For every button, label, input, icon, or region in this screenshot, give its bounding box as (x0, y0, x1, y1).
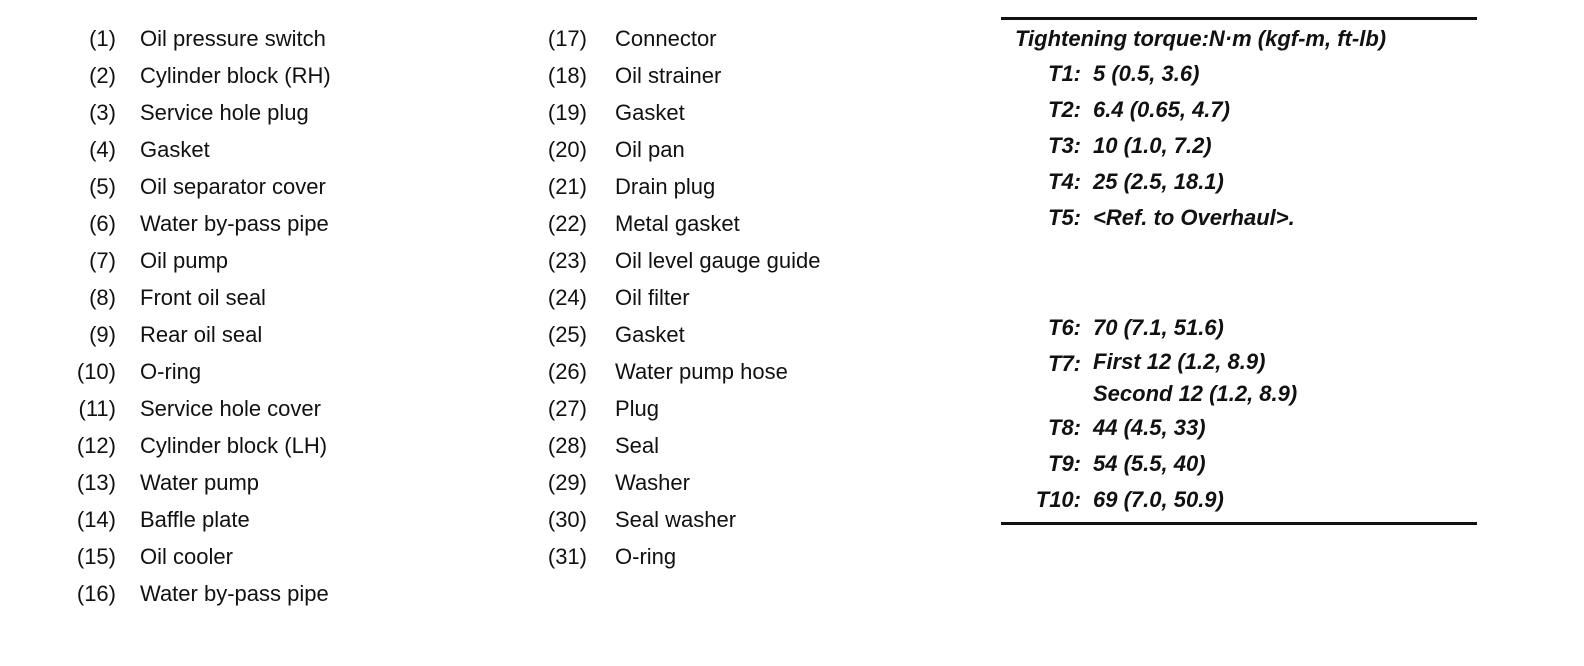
list-item (66, 131, 210, 168)
torque-label: T2: (1048, 97, 1081, 122)
list-item (66, 575, 329, 612)
torque-row (1001, 200, 1477, 236)
part-number: (27) (547, 396, 587, 421)
part-name: Washer (615, 470, 690, 495)
part-name: Oil pump (140, 248, 229, 273)
torque-label: T6: (1048, 315, 1081, 340)
part-name: Water by-pass pipe (140, 581, 329, 606)
list-item (541, 94, 685, 131)
torque-value: 10 (1.0, 7.2) (1093, 133, 1212, 158)
torque-label: T10: (1035, 487, 1081, 512)
part-name: Oil separator cover (140, 174, 326, 199)
part-name: Gasket (140, 137, 210, 162)
part-name: Oil filter (615, 285, 690, 310)
torque-value: <Ref. to Overhaul>. (1093, 205, 1295, 230)
torque-label: T7: (1048, 351, 1081, 376)
torque-value: 70 (7.1, 51.6) (1093, 315, 1224, 340)
torque-value: 25 (2.5, 18.1) (1093, 169, 1224, 194)
part-name: Front oil seal (140, 285, 266, 310)
part-number: (12) (76, 433, 116, 458)
torque-value-line-2: Second 12 (1.2, 8.9) (1093, 381, 1298, 406)
list-item (541, 279, 690, 316)
torque-row (1001, 310, 1477, 346)
part-name: Seal washer (615, 507, 737, 532)
part-number: (25) (547, 322, 587, 347)
part-name: Cylinder block (LH) (140, 433, 328, 458)
list-item (66, 501, 250, 538)
parts-list-middle (541, 20, 821, 575)
part-number: (15) (76, 544, 116, 569)
list-item (66, 538, 233, 575)
part-number: (19) (547, 100, 587, 125)
list-item (541, 501, 737, 538)
part-name: Gasket (615, 322, 685, 347)
part-number: (18) (547, 63, 587, 88)
torque-value-line-1: First 12 (1.2, 8.9) (1093, 349, 1266, 374)
part-name: Cylinder block (RH) (140, 63, 331, 88)
part-name: Plug (615, 396, 660, 421)
part-name: Seal (615, 433, 660, 458)
part-number: (20) (547, 137, 587, 162)
list-item (541, 205, 740, 242)
part-name: Service hole plug (140, 100, 309, 125)
part-number: (26) (547, 359, 587, 384)
list-item (66, 168, 326, 205)
torque-value: 44 (4.5, 33) (1093, 415, 1206, 440)
part-name: Connector (615, 26, 717, 51)
torque-row (1001, 92, 1477, 128)
torque-label: T8: (1048, 415, 1081, 440)
torque-label: T9: (1048, 451, 1081, 476)
part-number: (17) (547, 26, 587, 51)
parts-list-left (66, 20, 331, 612)
part-number: (29) (547, 470, 587, 495)
torque-row (1001, 128, 1477, 164)
torque-label: T3: (1048, 133, 1081, 158)
part-number: (3) (89, 100, 116, 125)
part-number: (9) (89, 322, 116, 347)
part-name: Water pump (140, 470, 260, 495)
part-number: (13) (76, 470, 116, 495)
part-name: Rear oil seal (140, 322, 263, 347)
part-number: (31) (547, 544, 587, 569)
part-number: (24) (547, 285, 587, 310)
part-number: (21) (547, 174, 587, 199)
torque-value: 5 (0.5, 3.6) (1093, 61, 1200, 86)
part-number: (11) (78, 396, 116, 421)
list-item (66, 353, 202, 390)
torque-row (1001, 482, 1477, 518)
tightening-torque-table (1001, 17, 1477, 525)
list-item (541, 20, 717, 57)
torque-value: 54 (5.5, 40) (1093, 451, 1206, 476)
torque-label: T4: (1048, 169, 1081, 194)
part-number: (4) (89, 137, 116, 162)
list-item (66, 279, 266, 316)
part-name: O-ring (615, 544, 677, 569)
torque-row (1001, 446, 1477, 482)
part-name: Oil pressure switch (140, 26, 326, 51)
part-number: (2) (89, 63, 116, 88)
part-name: Oil strainer (615, 63, 722, 88)
torque-row (1001, 56, 1477, 92)
list-item (66, 205, 329, 242)
part-number: (8) (89, 285, 116, 310)
list-item (541, 316, 685, 353)
list-item (541, 242, 821, 279)
part-number: (22) (547, 211, 587, 236)
list-item (66, 94, 309, 131)
part-number: (6) (89, 211, 116, 236)
list-item (66, 390, 321, 427)
spacer (1001, 236, 1477, 310)
part-name: Water pump hose (615, 359, 788, 384)
part-number: (1) (89, 26, 116, 51)
list-item (541, 427, 660, 464)
torque-label: T1: (1048, 61, 1081, 86)
part-name: O-ring (140, 359, 202, 384)
list-item (66, 57, 331, 94)
part-name: Gasket (615, 100, 685, 125)
part-number: (14) (76, 507, 116, 532)
part-name: Drain plug (615, 174, 716, 199)
torque-row (1001, 164, 1477, 200)
list-item (541, 390, 660, 427)
torque-value: 69 (7.0, 50.9) (1093, 487, 1224, 512)
part-number: (7) (89, 248, 116, 273)
torque-label: T5: (1048, 205, 1081, 230)
part-number: (23) (547, 248, 587, 273)
part-name: Water by-pass pipe (140, 211, 329, 236)
part-number: (10) (76, 359, 116, 384)
list-item (541, 57, 722, 94)
part-number: (5) (89, 174, 116, 199)
list-item (66, 316, 263, 353)
torque-row (1001, 346, 1477, 410)
torque-row (1001, 410, 1477, 446)
list-item (541, 538, 677, 575)
part-number: (16) (76, 581, 116, 606)
list-item (66, 20, 326, 57)
list-item (541, 168, 716, 205)
torque-value: 6.4 (0.65, 4.7) (1093, 97, 1230, 122)
list-item (541, 131, 685, 168)
part-name: Baffle plate (140, 507, 250, 532)
part-name: Service hole cover (140, 396, 321, 421)
part-name: Oil level gauge guide (615, 248, 821, 273)
list-item (66, 242, 229, 279)
part-name: Oil cooler (140, 544, 233, 569)
torque-table-heading: Tightening torque:N·m (kgf-m, ft-lb) (1015, 26, 1387, 51)
list-item (541, 353, 788, 390)
list-item (541, 464, 690, 501)
list-item (66, 427, 328, 464)
part-name: Metal gasket (615, 211, 740, 236)
torque-value (1081, 346, 1297, 410)
part-number: (28) (547, 433, 587, 458)
part-name: Oil pan (615, 137, 685, 162)
list-item (66, 464, 260, 501)
part-number: (30) (547, 507, 587, 532)
